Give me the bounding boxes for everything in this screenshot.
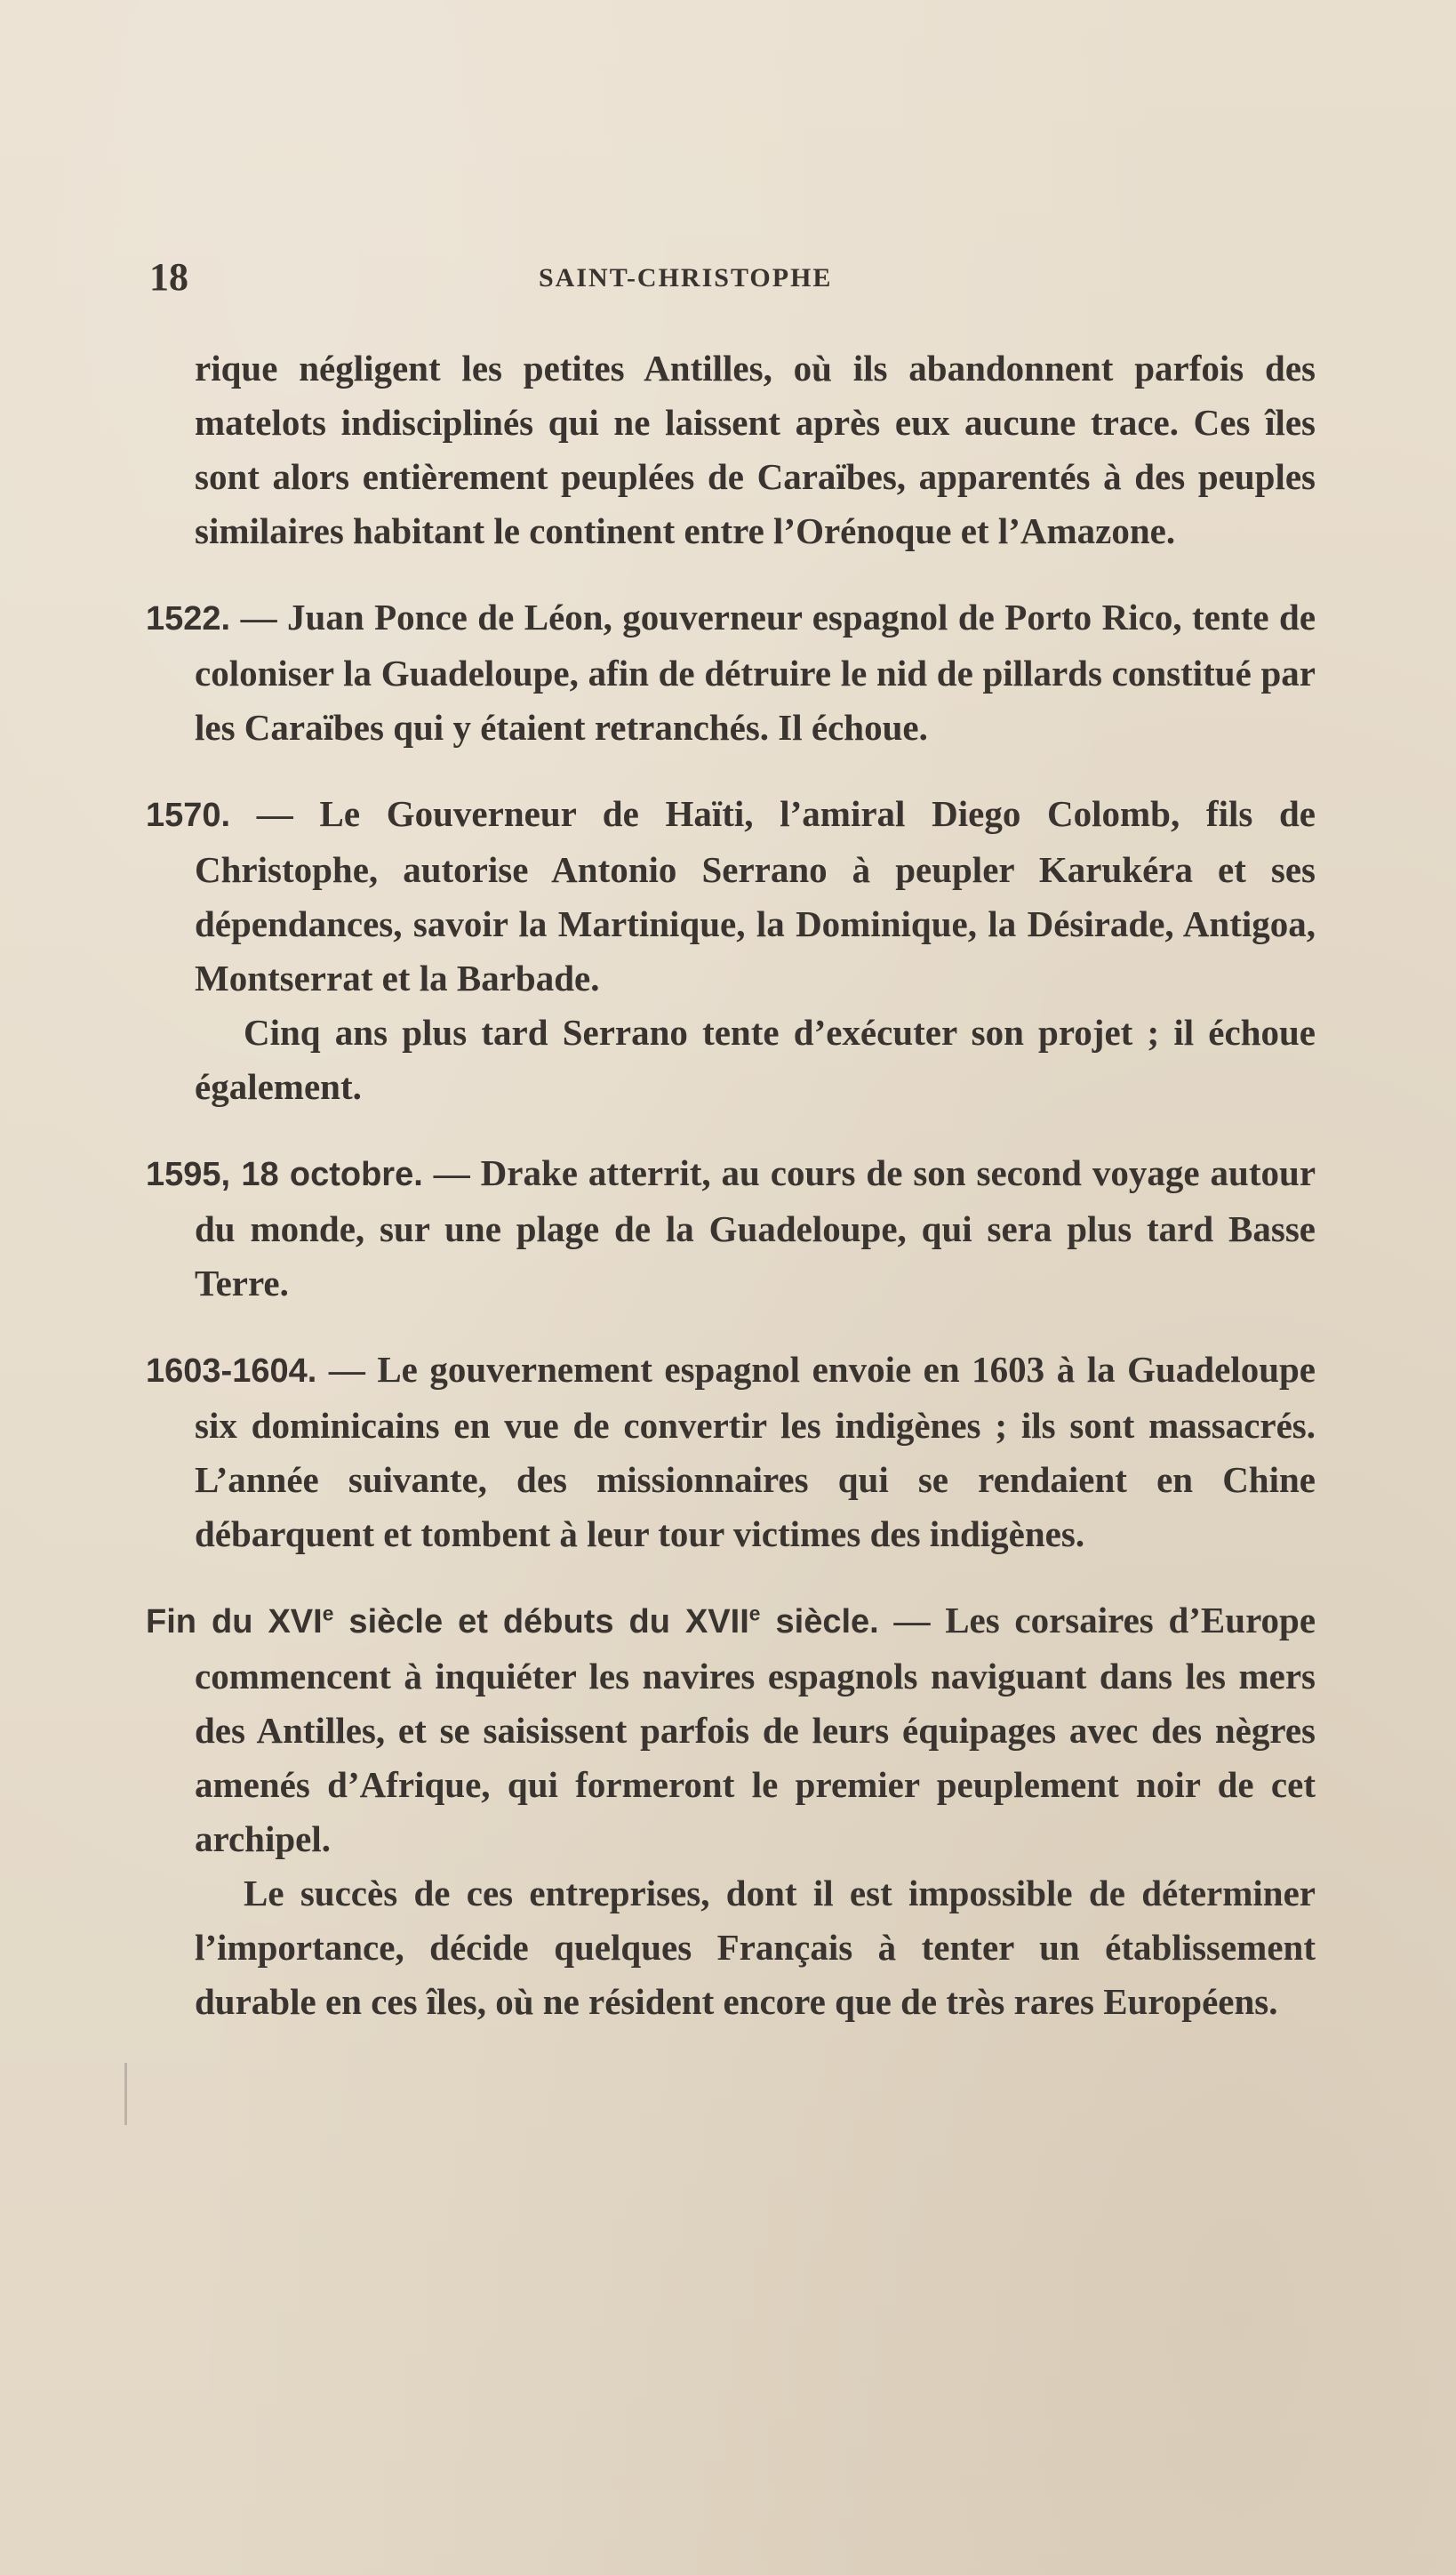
entry-text: Drake atterrit, au cours de son second voyage autour du monde, sur une plage de la Guadeloupe, qui sera plus tard Basse Terre.	[195, 1152, 1316, 1304]
entry-text: Le Gouverneur de Haïti, l’amiral Diego Colomb, fils de Christophe, autorise Antonio Serrano à peupler Karukéra et ses dépendances, savoir la Martinique, la Dominique, la Désirade, Antigoa, Montserrat et la Barbade.	[195, 793, 1316, 999]
entry-fin-continuation: Le succès de ces entreprises, dont il est impossible de déterminer l’importance, décide quelques Français à tenter un établissement durable en ces îles, où ne résident encore que de très rares Européens.	[195, 1873, 1316, 2022]
entry-date: 1570.	[146, 797, 231, 834]
superscript: e	[748, 1601, 761, 1625]
date-part: siècle.	[760, 1603, 879, 1640]
page-number: 18	[149, 255, 188, 299]
entry-text: Les corsaires d’Europe commencent à inquiéter les navires espagnols naviguant dans les mers des Antilles, et se saisissent parfois de leurs équipages avec des nègres amenés d’Afrique, qui formeront le premier peuplement noir de cet archipel.	[195, 1600, 1316, 1859]
entry-text: Juan Ponce de Léon, gouverneur espagnol de Porto Rico, tente de coloniser la Guadeloupe, afin de détruire le nid de pillards constitué par les Caraïbes qui y étaient retranchés. Il échoue.	[195, 597, 1316, 748]
entry-dash: —	[328, 1349, 365, 1390]
entry-dash: —	[433, 1152, 470, 1193]
entry-1595	[146, 1146, 1316, 1311]
entry-date: 1522.	[146, 600, 231, 638]
entry-fin-xvi	[146, 1593, 1316, 1866]
intro-paragraph: rique négligent les petites Antilles, où ils abandonnent parfois des matelots indisciplinés qui ne laissent après eux aucune trace. Ces îles sont alors entièrement peuplées de Caraïbes, apparentés à des peuples similaires habitant le continent entre l’Orénoque et l’Amazone.	[195, 348, 1316, 551]
entry-dash: —	[256, 793, 293, 834]
date-part: Fin du XVI	[146, 1603, 323, 1640]
entry-1522	[146, 590, 1316, 755]
margin-pencil-mark	[124, 2063, 127, 2125]
entry-date: 1595, 18 octobre.	[146, 1156, 423, 1193]
running-title: SAINT-CHRISTOPHE	[539, 263, 833, 293]
entry-dash: —	[893, 1600, 931, 1640]
entry-1603-1604	[146, 1343, 1316, 1561]
body-text	[146, 341, 1316, 2061]
date-part: siècle et débuts du XVII	[333, 1603, 749, 1640]
entry-1570-continuation: Cinq ans plus tard Serrano tente d’exécuter son projet ; il échoue également.	[195, 1012, 1316, 1107]
entry-1570	[146, 787, 1316, 1006]
running-head	[149, 254, 1314, 308]
entry-date	[146, 1603, 879, 1640]
entry-text: Le gouvernement espagnol envoie en 1603 à la Guadeloupe six dominicains en vue de convertir les indigènes ; ils sont massacrés. L’année suivante, des missionnaires qui se rendaient en Chine débarquent et tombent à leur tour victimes des indigènes.	[195, 1349, 1316, 1554]
entry-dash: —	[240, 597, 277, 638]
entry-date: 1603-1604.	[146, 1352, 317, 1390]
superscript: e	[322, 1601, 334, 1625]
